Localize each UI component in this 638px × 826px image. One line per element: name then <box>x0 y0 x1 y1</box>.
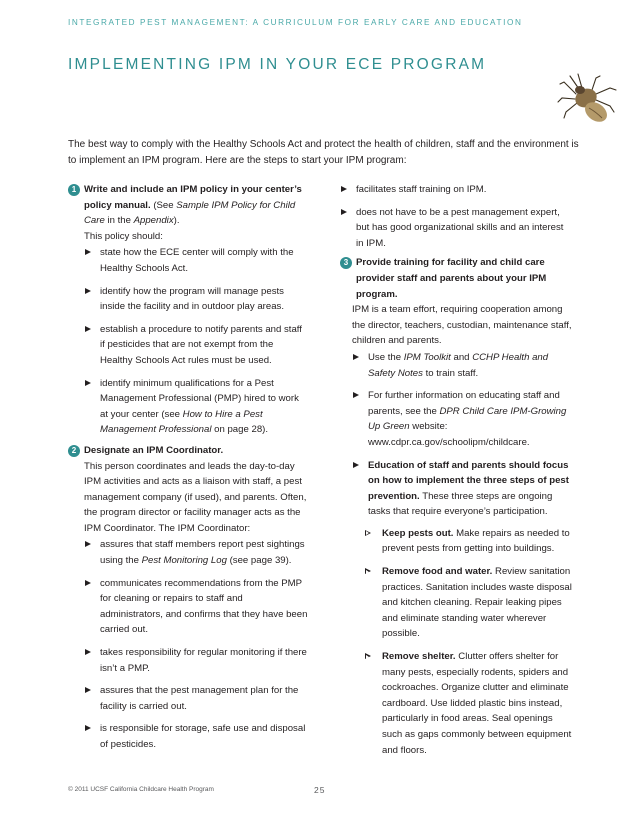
focus-statement: Education of staff and parents should focus on how to implement the three steps of pest prevention. <box>368 459 569 502</box>
list-item <box>84 376 308 438</box>
dpr-site-ref: DPR Child Care IPM-Growing Up Green <box>368 405 567 433</box>
list-item: facilitates staff training on IPM. <box>340 182 572 198</box>
left-column <box>68 182 308 760</box>
page-title: IMPLEMENTING IPM IN YOUR ECE PROGRAM <box>68 56 487 73</box>
list-item: takes responsibility for regular monitoring if there isn’t a PMP. <box>84 645 308 676</box>
prevention-step-title: Keep pests out. <box>382 527 454 539</box>
list-item <box>352 458 572 759</box>
list-item <box>352 649 572 758</box>
running-header: INTEGRATED PEST MANAGEMENT: A CURRICULUM FOR EARLY CARE AND EDUCATION <box>68 18 523 27</box>
appendix-ref: Appendix <box>133 215 174 227</box>
list-text: Make repairs as needed to prevent pests from getting into buildings. <box>382 527 570 555</box>
list-text: (see page 39). <box>226 555 292 567</box>
step-1 <box>68 182 308 438</box>
list-item: establish a procedure to notify parents and staff if pesticides that are not exempt from the Healthy Schools Act rules must be used. <box>84 322 308 369</box>
step-3-content <box>340 302 572 758</box>
bug-icon <box>556 72 620 128</box>
coordinator-bullet-list-continued <box>340 182 572 251</box>
training-bullet-list <box>352 350 572 758</box>
step-heading: Designate an IPM Coordinator. <box>84 444 224 456</box>
step-2 <box>68 443 308 753</box>
list-text: These three steps are ongoing tasks that require everyone’s participation. <box>368 490 553 518</box>
cchp-notes-ref: CCHP Health and Safety Notes <box>368 351 549 379</box>
list-text: and <box>450 351 473 363</box>
hire-pmp-ref: How to Hire a Pest Management Professional <box>100 408 263 436</box>
list-item <box>84 537 308 568</box>
list-item: identify how the program will manage pests inside the facility and in outdoor play areas. <box>84 284 308 315</box>
prevention-step-title: Remove shelter. <box>382 651 456 663</box>
list-item: assures that the pest management plan for the facility is carried out. <box>84 683 308 714</box>
step-heading: Provide training for facility and child care provider staff and parents about your IPM program. <box>356 257 547 300</box>
step-heading: Write and include an IPM policy in your center’s policy manual. <box>84 184 302 211</box>
step-body: This person coordinates and leads the day-to-day IPM activities and acts as a liaison with staff, a pest management company (if used), and parents. Often, the program director or facility manager acts as the IPM Coordinator. The IPM Coordinator: <box>84 460 307 534</box>
prevention-step-title: Remove food and water. <box>382 566 493 578</box>
step-subtitle: This policy should: <box>84 230 163 242</box>
right-column <box>340 182 572 765</box>
pest-log-ref: Pest Monitoring Log <box>141 555 227 567</box>
list-text: to train staff. <box>422 367 479 379</box>
list-text: Review sanitation practices. Sanitation includes waste disposal and kitchen cleaning. Repair leaking pipes and eliminate standing water wherever possible. <box>382 566 572 640</box>
list-item <box>352 564 572 642</box>
list-item: is responsible for storage, safe use and disposal of pesticides. <box>84 721 308 752</box>
list-text: Use the <box>368 351 404 363</box>
page-number: 25 <box>314 785 326 795</box>
list-text: Clutter offers shelter for many pests, especially rodents, spiders and cockroaches. Organize clutter and eliminate cardboard. Use lidded plastic bins instead, particularly in food areas. Seal openings such as gaps commonly between equipment and floors. <box>382 651 572 756</box>
list-text: website: <box>409 421 448 433</box>
list-text: assures that staff members report pest sightings using the <box>100 539 305 567</box>
see-text: in the <box>104 215 134 227</box>
list-item: state how the ECE center will comply with the Healthy Schools Act. <box>84 245 308 276</box>
list-item <box>352 526 572 557</box>
page-footer <box>68 786 588 793</box>
ipm-toolkit-ref: IPM Toolkit <box>403 351 451 363</box>
see-text: ). <box>173 215 180 227</box>
list-item <box>352 350 572 381</box>
step-body: IPM is a team effort, requiring cooperation among the director, teachers, custodian, maintenance staff, children and parents. <box>352 304 572 347</box>
copyright-text: © 2011 UCSF California Childcare Health Program <box>68 786 214 793</box>
list-item: does not have to be a pest management expert, but has good organizational skills and an interest in IPM. <box>340 205 572 252</box>
see-text: (See <box>150 199 177 211</box>
step-number-badge: 3 <box>340 257 352 269</box>
dpr-website-link[interactable]: www.cdpr.ca.gov/schoolipm/childcare. <box>368 436 530 448</box>
list-item: communicates recommendations from the PMP for cleaning or repairs to staff and administrators, and confirms that they have been carried out. <box>84 576 308 638</box>
sample-policy-ref: Sample IPM Policy for Child Care <box>84 199 296 227</box>
step-number-badge: 2 <box>68 445 80 457</box>
prevention-steps-list <box>352 526 572 758</box>
list-text: For further information on educating staff and parents, see the <box>368 390 560 417</box>
intro-paragraph: The best way to comply with the Healthy Schools Act and protect the health of children, staff and the environment is to implement an IPM program. Here are the steps to start your IPM program: <box>68 139 579 166</box>
step-3 <box>340 255 572 302</box>
step-number-badge: 1 <box>68 184 80 196</box>
list-text: on page 28). <box>211 424 269 436</box>
list-text: identify minimum qualifications for a Pest Management Professional (PMP) hired to work at your center (see <box>100 377 299 420</box>
coordinator-bullet-list <box>84 537 308 752</box>
policy-bullet-list <box>84 245 308 438</box>
list-item <box>352 388 572 450</box>
